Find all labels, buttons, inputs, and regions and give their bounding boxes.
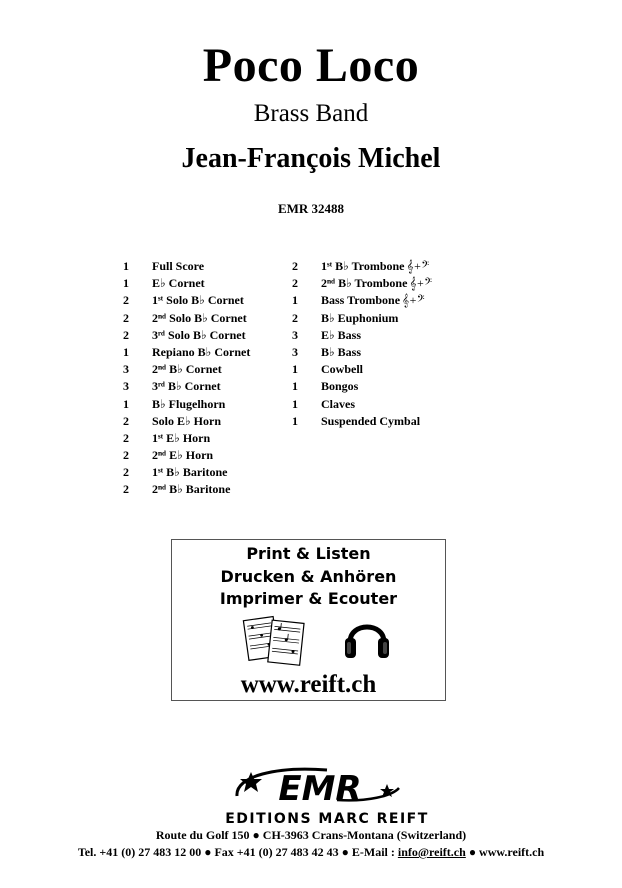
emr-logo [217, 762, 437, 826]
publisher-name: EDITIONS MARC REIFT [225, 811, 429, 826]
instrument-name: Full Score [152, 259, 205, 273]
instrument-name: B♭ Bass [321, 344, 362, 359]
sheet-music-icon [243, 617, 304, 666]
promo-icons [172, 610, 445, 666]
instrument-name: 3ʳᵈ B♭ Cornet [152, 379, 221, 394]
quantity: 1 [292, 362, 298, 377]
quantity: 2 [123, 465, 129, 480]
quantity: 2 [123, 430, 129, 445]
quantity: 2 [123, 482, 129, 497]
quantity: 3 [292, 344, 298, 359]
promo-line-german: Drucken & Anhören [220, 566, 397, 586]
contact-phone-fax: Tel. +41 (0) 27 483 12 00 ● Fax +41 (0) 27 483 42 43 ● E-Mail : [77, 845, 395, 859]
quantity: 2 [292, 259, 298, 273]
logo-mark: EMR [278, 769, 362, 809]
instrument-name: Cowbell [321, 362, 363, 377]
quantity: 1 [123, 259, 129, 273]
quantity: 1 [123, 396, 129, 411]
clef-icon: 𝄞+𝄢 [402, 293, 426, 308]
quantity: 3 [123, 362, 129, 377]
instrument-name: 2ⁿᵈ E♭ Horn [152, 448, 214, 463]
promo-line-english: Print & Listen [246, 544, 371, 563]
clef-icon: 𝄞+𝄢 [409, 276, 433, 291]
publisher-contact [0, 845, 622, 860]
instrument-name: Suspended Cymbal [321, 413, 421, 428]
quantity: 2 [123, 310, 129, 325]
instrument-name: 1ˢᵗ B♭ Baritone [152, 465, 228, 480]
instrument-name: Claves [321, 396, 355, 411]
quantity: 1 [292, 413, 298, 428]
title: Poco Loco [202, 39, 420, 92]
quantity: 2 [123, 327, 129, 342]
quantity: 1 [292, 396, 298, 411]
instrument-name: E♭ Bass [321, 327, 362, 342]
website-url[interactable]: www.reift.ch [240, 671, 377, 698]
subtitle: Brass Band [253, 100, 369, 127]
instrument-name: 1ˢᵗ Solo B♭ Cornet [152, 293, 244, 308]
instrument-name: 2ⁿᵈ B♭ Cornet [152, 362, 222, 377]
quantity: 3 [292, 327, 298, 342]
composer: Jean-François Michel [181, 143, 441, 174]
quantity: 2 [292, 276, 298, 291]
instrument-name-text: 1ˢᵗ B♭ Trombone [321, 259, 405, 273]
instrument-name [321, 276, 433, 291]
instrument-name: B♭ Flugelhorn [152, 396, 226, 411]
quantity: 2 [123, 293, 129, 308]
quantity: 1 [292, 379, 298, 394]
quantity: 2 [292, 310, 298, 325]
instrument-name: Bongos [321, 379, 359, 394]
quantity: 2 [123, 448, 129, 463]
quantity: 3 [123, 379, 129, 394]
headphones-icon [345, 627, 389, 658]
promo-line-french: Imprimer & Ecouter [219, 589, 398, 608]
instrument-name-text: 2ⁿᵈ B♭ Trombone [321, 276, 408, 291]
instrument-name [321, 259, 430, 274]
clef-icon: 𝄞+𝄢 [406, 259, 430, 273]
instrument-name [321, 293, 425, 308]
instrument-name: Repiano B♭ Cornet [152, 344, 251, 359]
quantity: 1 [292, 293, 298, 308]
quantity: 2 [123, 413, 129, 428]
print-listen-box [171, 539, 446, 701]
contact-website[interactable]: ● www.reift.ch [468, 845, 545, 859]
catalog-number: EMR 32488 [277, 201, 345, 216]
instrument-name: 3ʳᵈ Solo B♭ Cornet [152, 327, 246, 342]
instrument-name: 1ˢᵗ E♭ Horn [152, 430, 211, 445]
instrument-name: E♭ Cornet [152, 276, 205, 291]
instrument-name: 2ⁿᵈ B♭ Baritone [152, 482, 231, 497]
instrument-name: 2ⁿᵈ Solo B♭ Cornet [152, 310, 247, 325]
instrument-name-text: Bass Trombone [321, 293, 401, 308]
publisher-address: Route du Golf 150 ● CH-3963 Crans-Montana (Switzerland) [155, 828, 467, 842]
email-link[interactable]: info@reift.ch [397, 845, 466, 859]
instrument-name: B♭ Euphonium [321, 310, 399, 325]
quantity: 1 [123, 276, 129, 291]
quantity: 1 [123, 344, 129, 359]
instrument-name: Solo E♭ Horn [152, 413, 222, 428]
